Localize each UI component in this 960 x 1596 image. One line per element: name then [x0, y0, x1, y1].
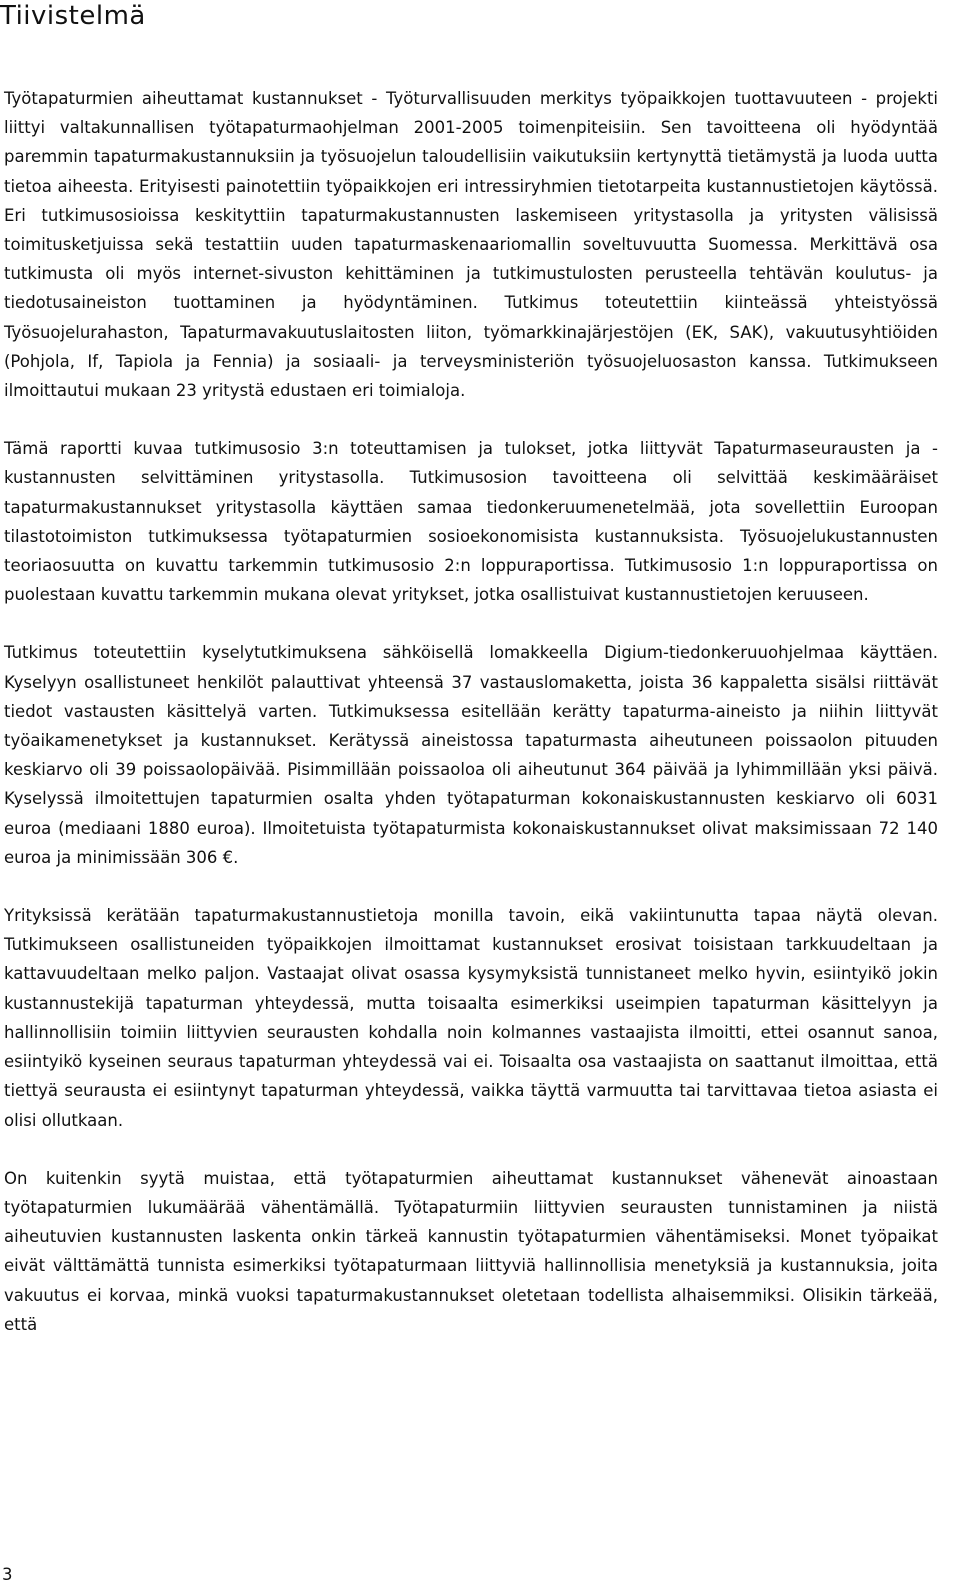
paragraph-project-background: Työtapaturmien aiheuttamat kustannukset - Työturvallisuuden merkitys työpaikkojen tuottavuuteen - projekti liittyi valtakunnallisen työtapaturmaohjelman 2001-2005 toimenpiteisiin. Sen tavoitteena oli hyödyntää paremmin tapaturmakustannuksiin ja työsuojelun taloudellisiin vaikutuksiin kertynyttä tietämystä ja luoda uutta tietoa aiheesta. Erityisesti painotettiin työpaikkojen eri intressiryhmien tietotarpeita kustannustietojen käytössä. Eri tutkimusosioissa keskityttiin tapaturmakustannusten laskemiseen yritystasolla ja yritysten välisissä toimitusketjuissa sekä testattiin uuden tapaturmaskenaariomallin soveltuvuutta Suomessa. Merkittävä osa tutkimusta oli myös internet-sivuston kehittäminen ja tutkimustulosten perusteella tehtävän koulutus- ja tiedotusaineiston tuottaminen ja hyödyntäminen. Tutkimus toteutettiin kiinteässä yhteistyössä Työsuojelurahaston, Tapaturmavakuutuslaitosten liiton, työmarkkinajärjestöjen (EK, SAK), vakuutusyhtiöiden (Pohjola, If, Tapiola ja Fennia) ja sosiaali- ja terveysministeriön työsuojeluosaston kanssa. Tutkimukseen ilmoittautui mukaan 23 yritystä edustaen eri toimialoja. — [4, 89, 938, 401]
page-number: 3 — [2, 1565, 13, 1584]
paragraph-survey-results: Tutkimus toteutettiin kyselytutkimuksena sähköisellä lomakkeella Digium-tiedonkeruuohjelmaa käyttäen. Kyselyyn osallistuneet henkilöt palauttivat yhteensä 37 vastauslomaketta, joista 36 kappaletta sisälsi riittävät tiedot vastausten käsittelyä varten. Tutkimuksessa esitellään kerätty tapaturma-aineisto ja niihin liittyvät työaikamenetykset ja kustannukset. Kerätyssä aineistossa tapaturmasta aiheutuneen poissaolon pituuden keskiarvo oli 39 poissaolopäivää. Pisimmillään poissaoloa oli aiheutunut 364 päivää ja lyhimmillään yksi päivä. Kyselyssä ilmoitettujen tapaturmien osalta yhden työtapaturman kokonaiskustannusten keskiarvo oli 6031 euroa (mediaani 1880 euroa). Ilmoitetuista työtapaturmista kokonaiskustannukset olivat maksimissaan 72 140 euroa ja minimissään 306 €. — [4, 643, 938, 867]
paragraph-conclusion: On kuitenkin syytä muistaa, että työtapaturmien aiheuttamat kustannukset vähenevät ainoastaan työtapaturmien lukumäärää vähentämällä. Työtapaturmiin liittyvien seurausten tunnistaminen ja niistä aiheutuvien kustannusten laskenta onkin tärkeä kannustin työtapaturmien vähentämiseksi. Monet työpaikat eivät välttämättä tunnista esimerkiksi työtapaturmaan liittyviä hallinnollisia menetyksiä ja kustannuksia, joita vakuutus ei korvaa, minkä vuoksi tapaturmakustannukset oletetaan todellista alhaisemmiksi. Olisikin tärkeää, että — [4, 1168, 938, 1334]
page-heading: Tiivistelmä — [0, 1, 146, 31]
paragraph-report-scope: Tämä raportti kuvaa tutkimusosio 3:n toteuttamisen ja tulokset, jotka liittyvät Tapaturmaseurausten ja -kustannusten selvittäminen yritystasolla. Tutkimusosion tavoitteena oli selvittää keskimääräiset tapaturmakustannukset yritystasolla käyttäen samaa tiedonkeruumenetelmää, jota sovellettiin Euroopan tilastotoimiston tutkimuksessa työtapaturmien sosioekonomisista kustannuksista. Työsuojelukustannusten teoriaosuutta on kuvattu tarkemmin tutkimusosio 2:n loppuraportissa. Tutkimusosio 1:n loppuraportissa on puolestaan kuvattu tarkemmin mukana olevat yritykset, jotka osallistuivat kustannustietojen keruuseen. — [4, 439, 938, 605]
summary-body — [4, 84, 938, 1368]
paragraph-cost-data-collection: Yrityksissä kerätään tapaturmakustannustietoja monilla tavoin, eikä vakiintunutta tapaa näytä olevan. Tutkimukseen osallistuneiden työpaikkojen ilmoittamat kustannukset erosivat toisistaan tarkkuudeltaan ja kattavuudeltaan melko paljon. Vastaajat olivat osassa kysymyksistä tunnistaneet melko hyvin, esiintyikö jokin kustannustekijä tapaturman yhteydessä, mutta toisaalta esimerkiksi useimpien tapaturman käsittelyyn ja hallinnollisiin toimiin liittyvien seurausten kohdalla noin kolmannes vastaajista ilmoitti, ettei osannut sanoa, esiintyikö kyseinen seuraus tapaturman yhteydessä vai ei. Toisaalta osa vastaajista on saattanut ilmoittaa, että tiettyä seurausta ei esiintynyt tapaturman yhteydessä, vaikka täyttä varmuutta tai tarvittavaa tietoa asiasta ei olisi ollutkaan. — [4, 906, 938, 1130]
